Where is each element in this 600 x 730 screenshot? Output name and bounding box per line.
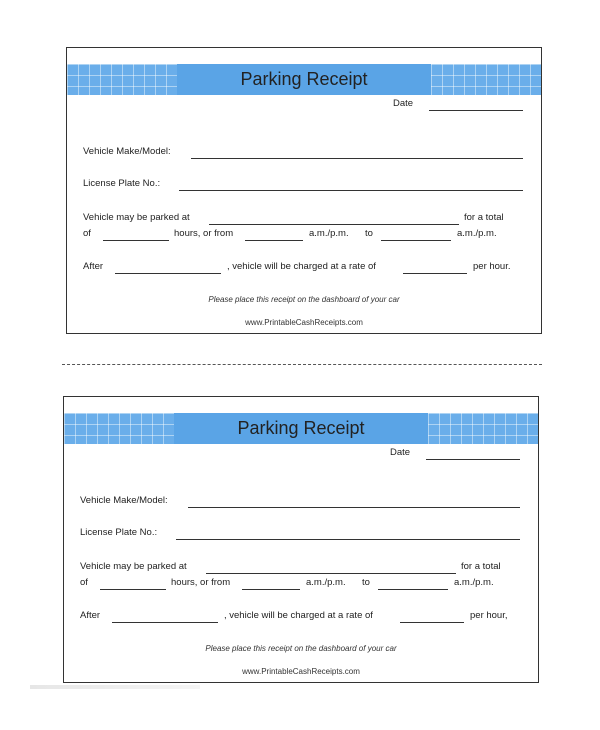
date-label: Date	[390, 447, 411, 458]
vehicle-make-model-field[interactable]	[191, 158, 523, 159]
receipt-title: Parking Receipt	[240, 69, 368, 89]
am-pm-label: a.m./p.m.	[306, 577, 346, 588]
per-hour-label: per hour,	[470, 610, 508, 621]
to-label: to	[365, 228, 373, 239]
total-hours-field[interactable]	[100, 589, 166, 590]
hours-or-from-label: hours, or from	[171, 577, 231, 588]
vehicle-make-model-label: Vehicle Make/Model:	[80, 495, 168, 506]
rate-field[interactable]	[400, 622, 464, 623]
parked-at-label: Vehicle may be parked at	[83, 212, 190, 223]
dashboard-note: Please place this receipt on the dashboard of your car	[208, 295, 400, 304]
charged-rate-label: , vehicle will be charged at a rate of	[224, 610, 373, 621]
rate-field[interactable]	[403, 273, 467, 274]
parking-receipt-top	[66, 47, 542, 334]
receipt-title: Parking Receipt	[237, 418, 365, 438]
license-plate-label: License Plate No.:	[83, 178, 161, 189]
am-pm-label: a.m./p.m.	[457, 228, 497, 239]
to-time-field[interactable]	[378, 589, 448, 590]
per-hour-label: per hour.	[473, 261, 511, 272]
dashboard-note: Please place this receipt on the dashboard of your car	[205, 644, 397, 653]
hours-or-from-label: hours, or from	[174, 228, 234, 239]
for-a-total-label: for a total	[461, 561, 501, 572]
after-time-field[interactable]	[115, 273, 221, 274]
parking-receipt-bottom	[63, 396, 539, 683]
am-pm-label: a.m./p.m.	[454, 577, 494, 588]
vehicle-make-model-label: Vehicle Make/Model:	[83, 146, 171, 157]
charged-rate-label: , vehicle will be charged at a rate of	[227, 261, 376, 272]
date-label: Date	[393, 98, 414, 109]
to-label: to	[362, 577, 370, 588]
receipt-banner	[67, 64, 541, 95]
am-pm-label: a.m./p.m.	[309, 228, 349, 239]
of-label: of	[83, 228, 91, 239]
license-plate-label: License Plate No.:	[80, 527, 158, 538]
to-time-field[interactable]	[381, 240, 451, 241]
after-label: After	[83, 261, 104, 272]
license-plate-field[interactable]	[176, 539, 520, 540]
for-a-total-label: for a total	[464, 212, 504, 223]
after-label: After	[80, 610, 101, 621]
vehicle-make-model-field[interactable]	[188, 507, 520, 508]
website-link[interactable]: www.PrintableCashReceipts.com	[245, 318, 363, 327]
date-field[interactable]	[426, 459, 520, 460]
parked-at-label: Vehicle may be parked at	[80, 561, 187, 572]
receipt-banner	[64, 413, 538, 444]
from-time-field[interactable]	[245, 240, 303, 241]
date-field[interactable]	[429, 110, 523, 111]
website-link[interactable]: www.PrintableCashReceipts.com	[242, 667, 360, 676]
parked-location-field[interactable]	[206, 573, 456, 574]
license-plate-field[interactable]	[179, 190, 523, 191]
from-time-field[interactable]	[242, 589, 300, 590]
faint-watermark-strip	[30, 685, 200, 689]
parked-location-field[interactable]	[209, 224, 459, 225]
of-label: of	[80, 577, 88, 588]
cut-line-divider	[62, 364, 542, 365]
after-time-field[interactable]	[112, 622, 218, 623]
total-hours-field[interactable]	[103, 240, 169, 241]
